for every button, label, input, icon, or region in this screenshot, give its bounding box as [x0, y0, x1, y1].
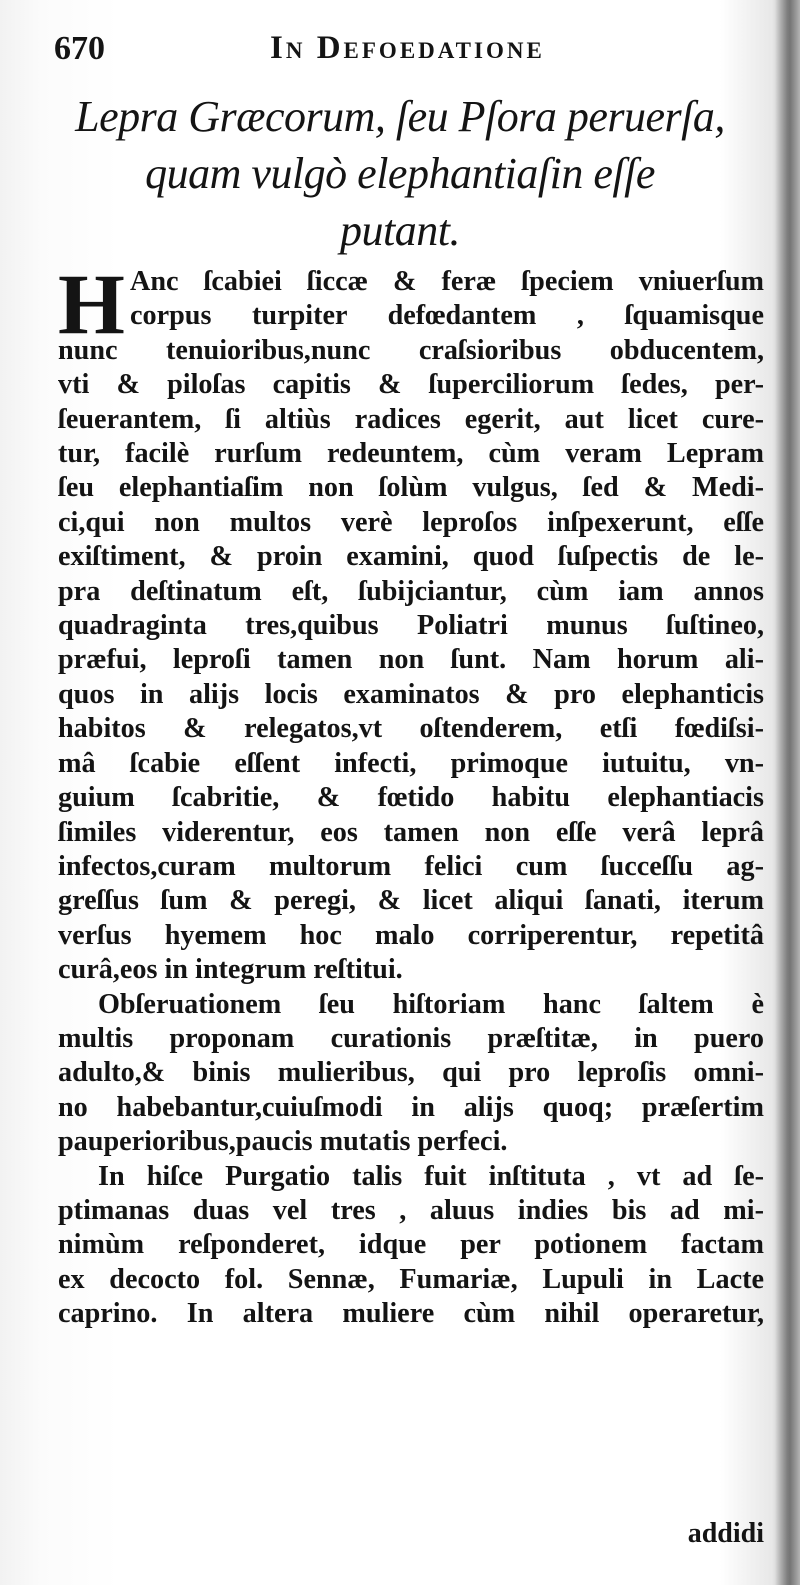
text-line: guium ſcabritie, & fœtido habitu elephantiacis: [58, 782, 764, 814]
text-line: curâ,eos in integrum reſtitui.: [58, 954, 403, 986]
drop-cap: H: [58, 256, 125, 352]
text-line: mâ ſcabie eſſent infecti, primoque iutuitu, vn-: [58, 747, 764, 779]
text-line: ptimanas duas vel tres , aluus indies bis ad mi-: [58, 1194, 764, 1226]
text-line: pauperioribus,paucis mutatis perfeci.: [58, 1126, 508, 1158]
heading-line: quam vulgò elephantiaſin eſſe: [145, 149, 655, 198]
text-line: corpus turpiter defœdantem , ſquamisque: [130, 300, 764, 332]
text-line: adulto,& binis mulieribus, qui pro leproſis omni-: [58, 1057, 764, 1089]
gutter-shadow: [772, 0, 800, 1585]
text-line: tur, facilè rurſum redeuntem, cùm veram Lepram: [58, 438, 764, 470]
text-line: ci,qui non multos verè leproſos inſpexerunt, eſſe: [58, 506, 764, 538]
text-line: verſus hyemem hoc malo corriperentur, repetitâ: [58, 919, 764, 951]
text-line: caprino. In altera muliere cùm nihil operaretur,: [58, 1298, 764, 1330]
heading-line: Lepra Græcorum, ſeu Pſora peruerſa,: [75, 92, 725, 141]
text-line: multis proponam curationis præſtitæ, in puero: [58, 1022, 764, 1054]
text-line: pra deſtinatum eſt, ſubijciantur, cùm iam annos: [58, 575, 764, 607]
text-line: quadraginta tres,quibus Poliatri munus ſuſtineo,: [58, 610, 764, 642]
text-line: ſeu elephantiaſim non ſolùm vulgus, ſed & Medi-: [58, 472, 764, 504]
text-line: Anc ſcabiei ſiccæ & feræ ſpeciem vniuerſum: [130, 266, 764, 297]
text-line: ſimiles viderentur, eos tamen non eſſe verâ leprâ: [58, 816, 764, 848]
heading-line: putant.: [340, 206, 460, 255]
text-line: Obſeruationem ſeu hiſtoriam hanc ſaltem è: [98, 988, 764, 1020]
text-line: quos in alijs locis examinatos & pro elephanticis: [58, 678, 764, 710]
text-line: greſſus ſum & peregi, & licet aliqui ſanati, iterum: [58, 885, 764, 917]
catchword: addidi: [687, 1518, 764, 1549]
running-head: [54, 26, 760, 76]
section-heading: [60, 88, 740, 259]
running-title: In Defoedatione: [270, 30, 545, 66]
page-number: 670: [54, 30, 105, 67]
text-line: ſeuerantem, ſi altiùs radices egerit, aut licet cure-: [58, 403, 764, 435]
text-line: no habebantur,cuiuſmodi in alijs quoq; præſertim: [58, 1091, 764, 1123]
text-line: ex decocto fol. Sennæ, Fumariæ, Lupuli in Lacte: [58, 1263, 764, 1295]
body-text: [58, 256, 764, 1332]
text-line: infectos,curam multorum felici cum ſucceſſu ag-: [58, 850, 764, 882]
text-line: vti & piloſas capitis & ſuperciliorum ſedes, per-: [58, 369, 764, 401]
text-line: habitos & relegatos,vt oſtenderem, etſi fœdiſsi-: [58, 713, 764, 745]
text-line: exiſtiment, & proin examini, quod ſuſpectis de le-: [58, 541, 764, 573]
text-line: nimùm reſponderet, idque per potionem factam: [58, 1229, 764, 1261]
text-line: præfui, leproſi tamen non ſunt. Nam horum ali-: [58, 644, 764, 676]
text-line: In hiſce Purgatio talis fuit inſtituta , vt ad ſe-: [98, 1160, 764, 1192]
text-line: nunc tenuioribus,nunc craſsioribus obducentem,: [58, 334, 764, 366]
